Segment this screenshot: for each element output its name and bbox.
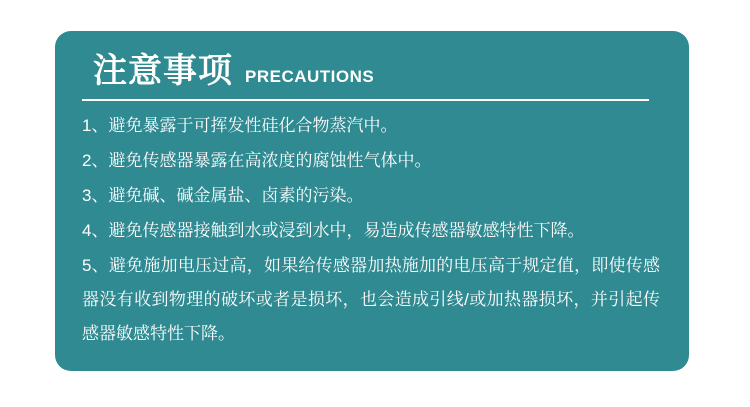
list-item: 5、避免施加电压过高，如果给传感器加热施加的电压高于规定值，即使传感器没有收到物理的破坏或者是损坏，也会造成引线/或加热器损坏，并引起传感器敏感特性下降。 (82, 256, 660, 343)
precautions-list (82, 101, 660, 351)
list-item: 2、避免传感器暴露在高浓度的腐蚀性气体中。 (82, 151, 432, 170)
precautions-card (55, 31, 689, 371)
list-item: 1、避免暴露于可挥发性硅化合物蒸汽中。 (82, 116, 398, 135)
list-item: 4、避免传感器接触到水或浸到水中，易造成传感器敏感特性下降。 (82, 221, 585, 240)
page-subtitle: PRECAUTIONS (245, 67, 375, 86)
card-header (93, 53, 660, 90)
page-title: 注意事项 (93, 52, 233, 90)
list-item: 3、避免碱、碱金属盐、卤素的污染。 (82, 186, 364, 205)
